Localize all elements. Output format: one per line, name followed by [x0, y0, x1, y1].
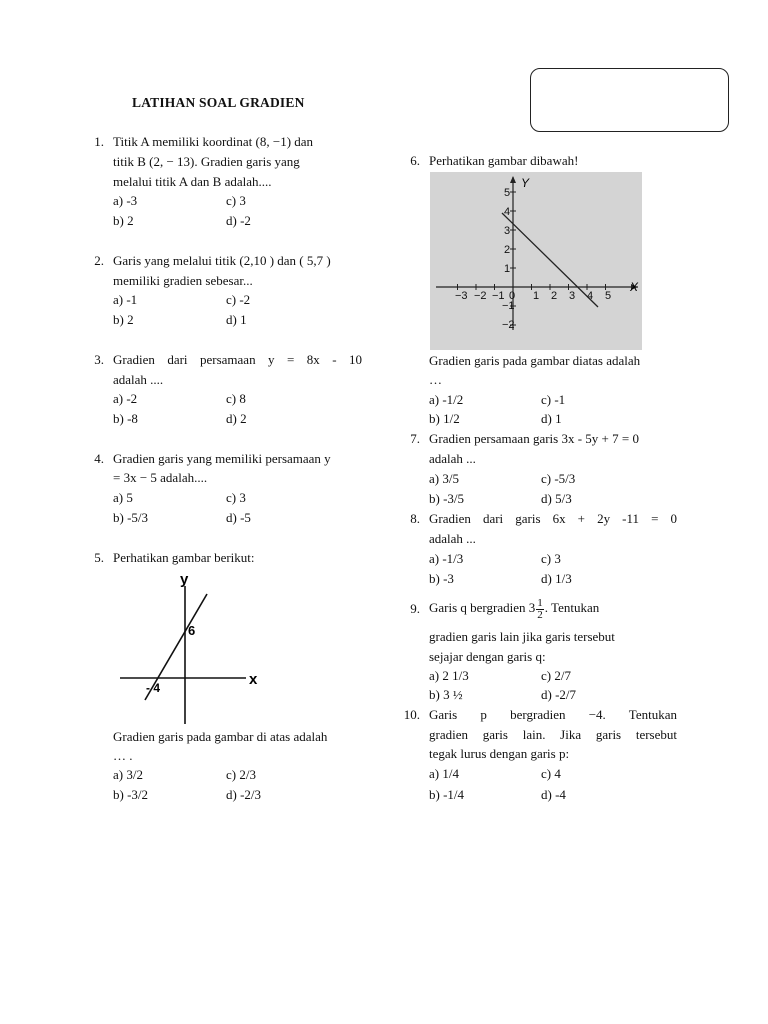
option-c[interactable]: c) -2 — [226, 292, 251, 307]
y-intercept-label: 6 — [188, 623, 196, 638]
option-a[interactable]: a) 1/4 — [429, 766, 459, 781]
option-a[interactable]: a) 2 1/3 — [429, 668, 469, 683]
question-line — [429, 590, 599, 626]
option-c[interactable]: c) 4 — [541, 766, 561, 781]
option-c[interactable]: c) 3 — [226, 490, 246, 505]
option-c[interactable]: c) 2/7 — [541, 668, 571, 683]
question-number: 1. — [94, 134, 104, 149]
option-a[interactable]: a) -1 — [113, 292, 138, 307]
question-line: Gradien garis pada gambar diatas adalah — [429, 353, 641, 368]
question-line: Perhatikan gambar berikut: — [113, 550, 255, 565]
question-line: melalui titik A dan B adalah.... — [113, 174, 272, 189]
option-b[interactable]: b) -3/2 — [113, 787, 149, 802]
question-line: = 3x − 5 adalah.... — [113, 470, 208, 485]
question-number: 3. — [94, 352, 104, 367]
question-line: Gradien persamaan garis 3x - 5y + 7 = 0 — [429, 431, 639, 446]
mixed-number-whole: 3 — [528, 600, 536, 615]
x-tick-label: 0 — [509, 290, 516, 302]
question-number: 6. — [410, 153, 420, 168]
question-line: Gradien garis yang memiliki persamaan y — [113, 451, 331, 466]
y-tick-label: 4 — [504, 206, 511, 218]
fraction — [536, 598, 544, 621]
option-c[interactable]: c) 2/3 — [226, 767, 256, 782]
option-a[interactable]: a) -3 — [113, 193, 138, 208]
x-axis-label: x — [249, 671, 258, 688]
option-d[interactable]: d) -4 — [541, 787, 566, 802]
option-d[interactable]: d) 1/3 — [541, 571, 572, 586]
option-c[interactable]: c) -5/3 — [541, 471, 576, 486]
y-axis-label: y — [180, 571, 189, 588]
question-line: Garis yang melalui titik (2,10 ) dan ( 5,7 ) — [113, 253, 331, 268]
x-tick-label: −2 — [474, 290, 487, 302]
x-axis-label: X — [630, 280, 639, 294]
option-b[interactable]: b) -8 — [113, 411, 138, 426]
question-text: . Tentukan — [544, 600, 600, 615]
question-line: tegak lurus dengan garis p: — [429, 746, 570, 761]
option-c[interactable]: c) 8 — [226, 391, 246, 406]
page-title: LATIHAN SOAL GRADIEN — [132, 95, 305, 110]
option-a[interactable]: a) 3/5 — [429, 471, 459, 486]
y-axis-label: Y — [521, 176, 530, 190]
x-tick-label: 4 — [587, 290, 594, 302]
graph-background — [430, 172, 642, 350]
question-line: Gradien garis pada gambar di atas adalah — [113, 729, 328, 744]
option-d[interactable]: d) 5/3 — [541, 491, 572, 506]
option-b[interactable]: b) -5/3 — [113, 510, 149, 525]
option-b[interactable]: b) -1/4 — [429, 787, 465, 802]
option-b[interactable]: b) -3/5 — [429, 491, 465, 506]
fraction-numerator: 1 — [537, 596, 543, 609]
question-number: 9. — [410, 601, 420, 616]
question-line: Titik A memiliki koordinat (8, −1) dan — [113, 134, 314, 149]
option-b[interactable]: b) 1/2 — [429, 411, 460, 426]
coordinate-graph-figure — [430, 172, 642, 350]
question-number: 8. — [410, 511, 420, 526]
option-a[interactable]: a) -1/3 — [429, 551, 464, 566]
question-line: adalah ... — [429, 531, 476, 546]
y-tick-label: 1 — [504, 263, 511, 275]
option-a[interactable]: a) -1/2 — [429, 392, 464, 407]
question-number: 10. — [403, 707, 420, 722]
question-line: adalah .... — [113, 372, 164, 387]
option-d[interactable]: d) 1 — [541, 411, 562, 426]
option-d[interactable]: d) 1 — [226, 312, 247, 327]
option-d[interactable]: d) -5 — [226, 510, 251, 525]
name-box — [530, 68, 729, 132]
y-tick-label: −2 — [502, 319, 515, 331]
question-number: 5. — [94, 550, 104, 565]
option-b[interactable]: b) -3 — [429, 571, 454, 586]
option-c[interactable]: c) 3 — [541, 551, 561, 566]
x-tick-label: 2 — [551, 290, 558, 302]
question-line: sejajar dengan garis q: — [429, 649, 546, 664]
option-b[interactable]: b) 3 ½ — [429, 687, 463, 702]
question-line: Gradien dari garis 6x + 2y -11 = 0 — [429, 511, 677, 526]
x-tick-label: 3 — [569, 290, 576, 302]
question-line: adalah ... — [429, 451, 476, 466]
option-a[interactable]: a) -2 — [113, 391, 138, 406]
option-b[interactable]: b) 2 — [113, 213, 134, 228]
question-number: 4. — [94, 451, 104, 466]
question-number: 7. — [410, 431, 420, 446]
option-b[interactable]: b) 2 — [113, 312, 134, 327]
option-d[interactable]: d) -2/7 — [541, 687, 577, 702]
question-line: gradien garis lain. Jika garis tersebut — [429, 727, 677, 742]
x-tick-label: −1 — [492, 290, 505, 302]
option-c[interactable]: c) 3 — [226, 193, 246, 208]
option-d[interactable]: d) -2/3 — [226, 787, 262, 802]
option-a[interactable]: a) 5 — [113, 490, 133, 505]
question-line: Perhatikan gambar dibawah! — [429, 153, 579, 168]
y-tick-label: −1 — [502, 300, 515, 312]
question-line: Garis p bergradien −4. Tentukan — [429, 707, 677, 722]
question-line: titik B (2, − 13). Gradien garis yang — [113, 154, 300, 169]
x-tick-label: 1 — [533, 290, 540, 302]
x-tick-label: 5 — [605, 290, 612, 302]
y-tick-label: 2 — [504, 244, 511, 256]
option-d[interactable]: d) 2 — [226, 411, 247, 426]
option-d[interactable]: d) -2 — [226, 213, 251, 228]
y-tick-label: 5 — [504, 187, 511, 199]
option-c[interactable]: c) -1 — [541, 392, 566, 407]
question-line: memiliki gradien sebesar... — [113, 273, 253, 288]
question-line: gradien garis lain jika garis tersebut — [429, 629, 615, 644]
question-line: … — [429, 372, 442, 387]
question-text: Garis q bergradien — [429, 600, 529, 615]
y-tick-label: 3 — [504, 225, 511, 237]
question-line: Gradien dari persamaan y = 8x - 10 — [113, 352, 362, 367]
question-number: 2. — [94, 253, 104, 268]
question-line: … . — [113, 748, 133, 763]
fraction-denominator: 2 — [537, 608, 543, 621]
x-intercept-label: - 4 — [146, 681, 161, 695]
option-a[interactable]: a) 3/2 — [113, 767, 143, 782]
line-graph-figure — [118, 568, 268, 728]
x-tick-label: −3 — [455, 290, 468, 302]
